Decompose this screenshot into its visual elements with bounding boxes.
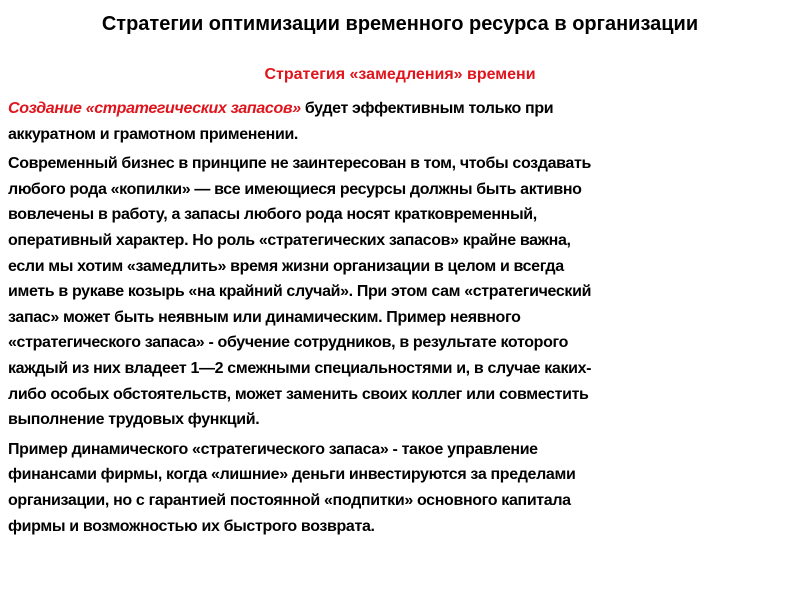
slide-subtitle: Стратегия «замедления» времени [264,66,536,83]
text-line: либо особых обстоятельств, может заменить своих коллег или совместить [8,385,589,403]
text-line: выполнение трудовых функций. [8,411,260,429]
text-line: аккуратном и грамотном применении. [8,125,299,143]
text-line: иметь в рукаве козырь «на крайний случай». При этом сам «стратегический [8,283,592,301]
text-line: оперативный характер. Но роль «стратегических запасов» крайне важна, [8,231,571,249]
text-line: финансами фирмы, когда «лишние» деньги инвестируются за пределами [8,466,576,484]
line-text: будет эффективным только при [300,100,554,117]
text-line: вовлечены в работу, а запасы любого рода носят кратковременный, [8,206,537,224]
paragraph-modern-business [8,151,794,433]
text-line: Пример динамического «стратегического запаса» - такое управление [8,440,538,458]
text-line [8,96,794,122]
slide-body [8,96,794,543]
text-line: любого рода «копилки» — все имеющиеся ресурсы должны быть активно [8,180,582,198]
paragraph-dynamic-reserve [8,437,794,539]
text-line: запас» может быть неявным или динамическим. Пример неявного [8,308,521,326]
text-line: каждый из них владеет 1—2 смежными специальностями и, в случае каких- [8,359,592,377]
text-line: Современный бизнес в принципе не заинтересован в том, чтобы создавать [8,155,591,173]
paragraph-lead: Создание «стратегических запасов» [8,100,301,117]
slide-title: Стратегии оптимизации временного ресурса в организации [101,13,699,35]
text-line: «стратегического запаса» - обучение сотрудников, в результате которого [8,334,569,352]
text-line: если мы хотим «замедлить» время жизни организации в целом и всегда [8,257,564,275]
text-line: организации, но с гарантией постоянной «подпитки» основного капитала [8,491,571,509]
paragraph-strategic-reserves [8,96,794,147]
text-line: фирмы и возможностью их быстрого возврата. [8,517,375,535]
